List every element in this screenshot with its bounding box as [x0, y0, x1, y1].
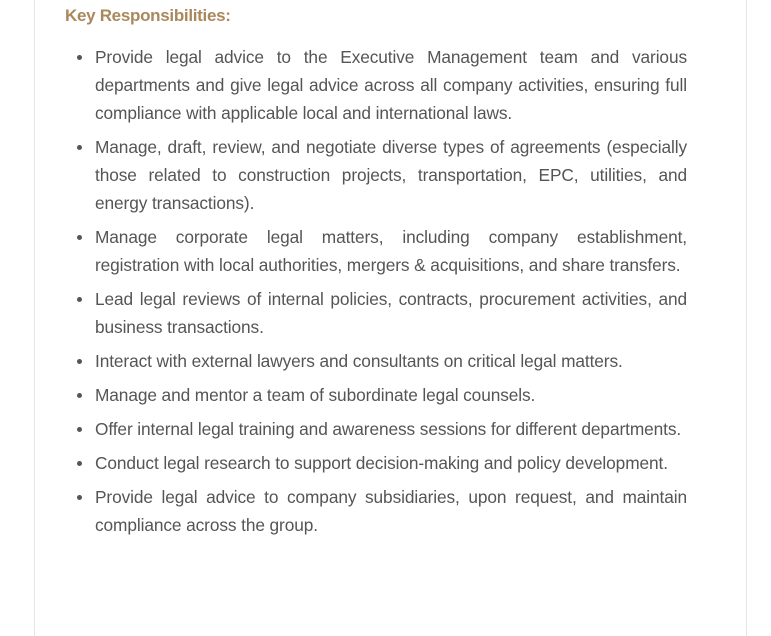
bullet-icon: [77, 495, 82, 500]
responsibilities-list: [77, 43, 687, 545]
list-item-text: Provide legal advice to the Executive Management team and various departments and give legal advice across all company activities, ensuring full compliance with applicable local and international laws.: [95, 47, 687, 123]
list-item: [77, 43, 687, 127]
list-item: [77, 347, 687, 375]
bullet-icon: [77, 235, 82, 240]
list-item-text: Lead legal reviews of internal policies, contracts, procurement activities, and business transactions.: [95, 289, 687, 337]
section-title: Key Responsibilities:: [65, 6, 231, 25]
list-item: [77, 483, 687, 539]
list-item: [77, 449, 687, 477]
list-item-text: Conduct legal research to support decision-making and policy development.: [95, 453, 668, 473]
list-item-text: Provide legal advice to company subsidiaries, upon request, and maintain compliance across the group.: [95, 487, 687, 535]
list-item-text: Manage corporate legal matters, including company establishment, registration with local authorities, mergers & acquisitions, and share transfers.: [95, 227, 687, 275]
list-item-text: Manage, draft, review, and negotiate diverse types of agreements (especially those related to construction projects, transportation, EPC, utilities, and energy transactions).: [95, 137, 687, 213]
bullet-icon: [77, 55, 82, 60]
list-item: [77, 223, 687, 279]
list-item-text: Offer internal legal training and awareness sessions for different departments.: [95, 419, 682, 439]
bullet-icon: [77, 297, 82, 302]
list-item-text: Manage and mentor a team of subordinate legal counsels.: [95, 385, 536, 405]
list-item-text: Interact with external lawyers and consultants on critical legal matters.: [95, 351, 623, 371]
bullet-icon: [77, 359, 82, 364]
bullet-icon: [77, 427, 82, 432]
bullet-icon: [77, 145, 82, 150]
bullet-icon: [77, 461, 82, 466]
bullet-icon: [77, 393, 82, 398]
list-item: [77, 133, 687, 217]
list-item: [77, 415, 687, 443]
list-item: [77, 285, 687, 341]
list-item: [77, 381, 687, 409]
